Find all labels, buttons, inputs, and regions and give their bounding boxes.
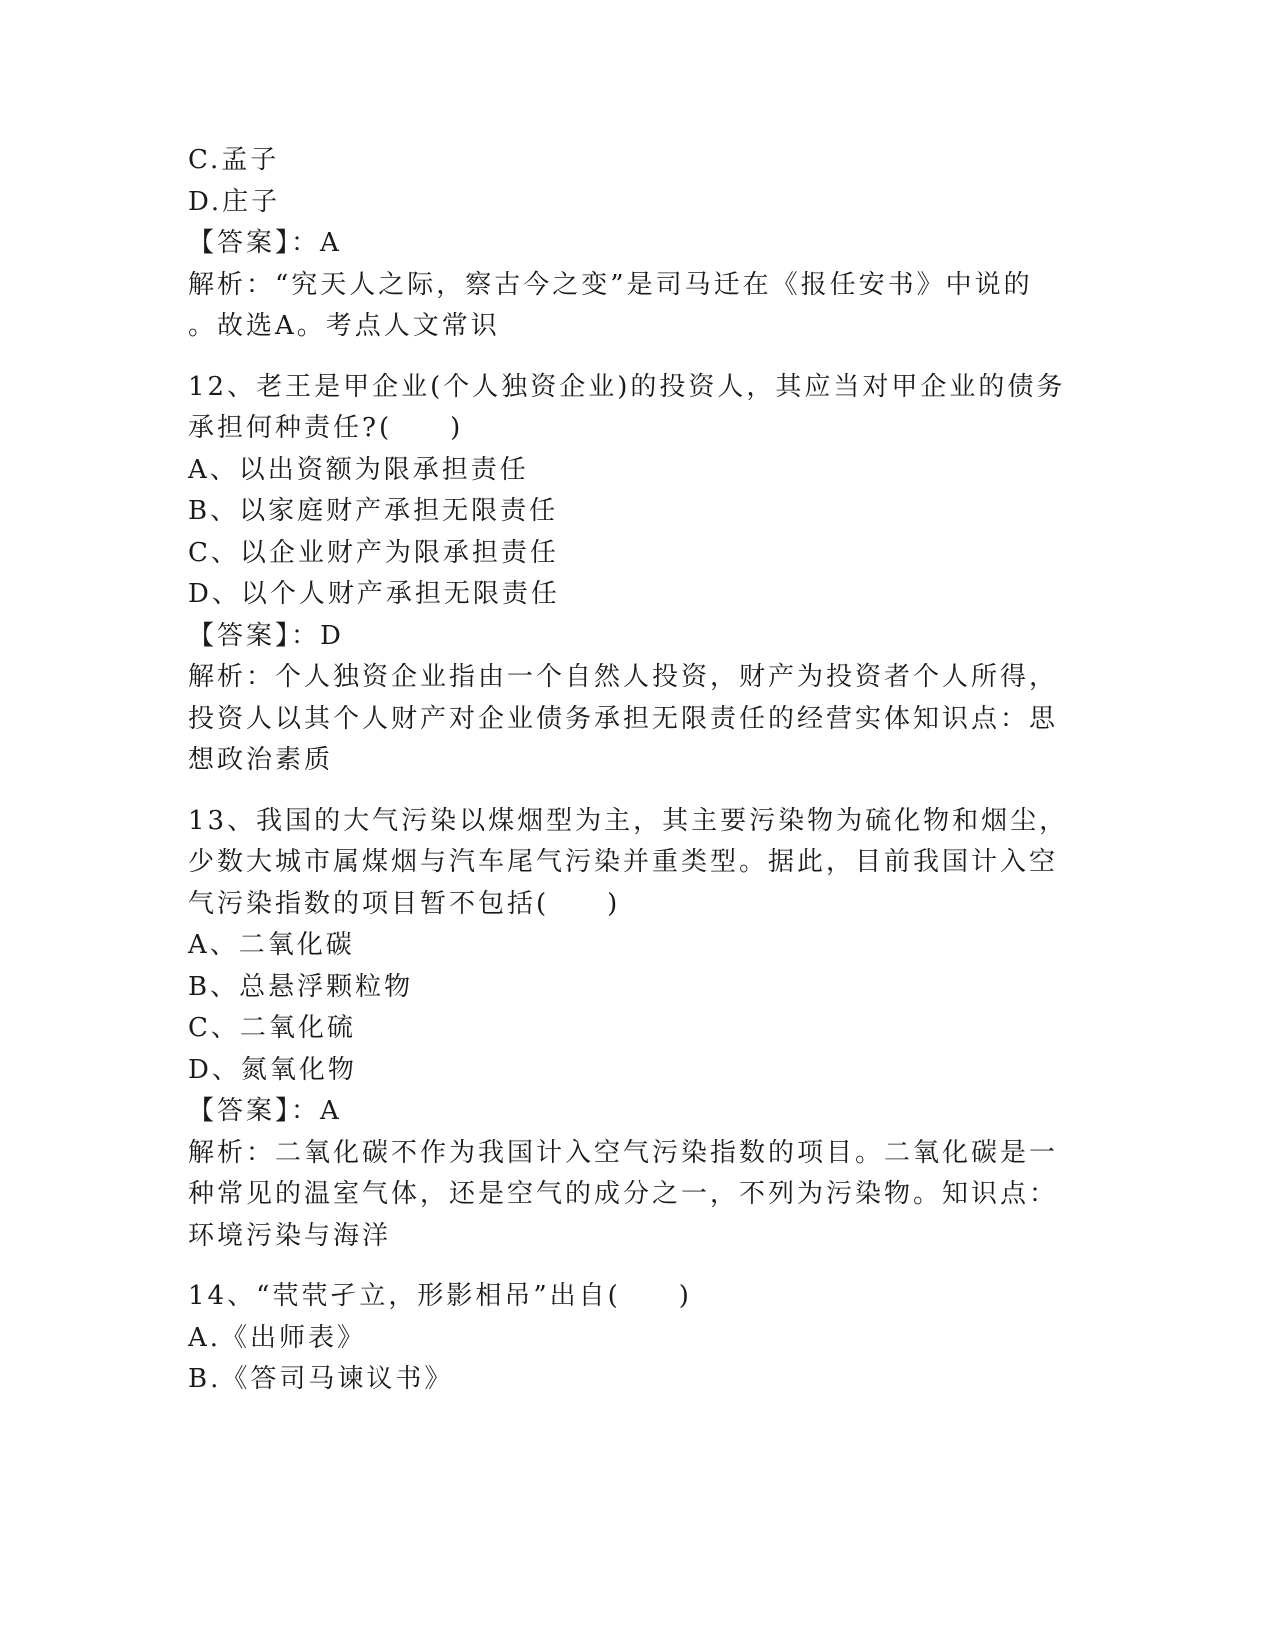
- question-13-text: 13、我国的大气污染以煤烟型为主，其主要污染物为硫化物和烟尘，: [188, 806, 1069, 836]
- analysis-line: 想政治素质: [188, 745, 334, 775]
- question-13-text: 少数大城市属煤烟与汽车尾气污染并重类型。据此，目前我国计入空: [188, 847, 1059, 877]
- option-b-line: B、以家庭财产承担无限责任: [188, 496, 559, 526]
- option-c-line: C、二氧化硫: [188, 1013, 356, 1043]
- answer-line: 【答案】：A: [188, 228, 342, 258]
- option-a-line: A、以出资额为限承担责任: [188, 455, 529, 485]
- analysis-line: 。故选A。考点人文常识: [188, 311, 500, 341]
- option-d-line: D、氮氧化物: [188, 1055, 357, 1085]
- answer-line: 【答案】：A: [188, 1096, 342, 1126]
- question-14-text: 14、“茕茕孑立，形影相吊”出自( ): [188, 1281, 692, 1311]
- analysis-line: 解析：个人独资企业指由一个自然人投资，财产为投资者个人所得，: [188, 662, 1059, 692]
- option-b-line: B.《答司马谏议书》: [188, 1364, 454, 1394]
- analysis-line: 解析：二氧化碳不作为我国计入空气污染指数的项目。二氧化碳是一: [188, 1138, 1059, 1168]
- option-c-line: C、以企业财产为限承担责任: [188, 538, 559, 568]
- analysis-line: 投资人以其个人财产对企业债务承担无限责任的经营实体知识点：思: [188, 704, 1059, 734]
- option-b-line: B、总悬浮颗粒物: [188, 972, 414, 1002]
- analysis-line: 种常见的温室气体，还是空气的成分之一，不列为污染物。知识点：: [188, 1179, 1059, 1209]
- analysis-line: 环境污染与海洋: [188, 1221, 392, 1251]
- option-a-line: A、二氧化碳: [188, 930, 355, 960]
- option-d-line: D、以个人财产承担无限责任: [188, 579, 560, 609]
- option-a-line: A.《出师表》: [188, 1323, 367, 1353]
- question-12-text: 承担何种责任?( ): [188, 413, 464, 443]
- question-13-text: 气污染指数的项目暂不包括( ): [188, 889, 621, 919]
- analysis-line: 解析：“究天人之际，察古今之变”是司马迁在《报任安书》中说的: [188, 270, 1033, 300]
- option-c-line: C.孟子: [188, 145, 280, 175]
- answer-line: 【答案】：D: [188, 621, 344, 651]
- option-d-line: D.庄子: [188, 187, 281, 217]
- question-12-text: 12、老王是甲企业(个人独资企业)的投资人，其应当对甲企业的债务: [188, 372, 1066, 402]
